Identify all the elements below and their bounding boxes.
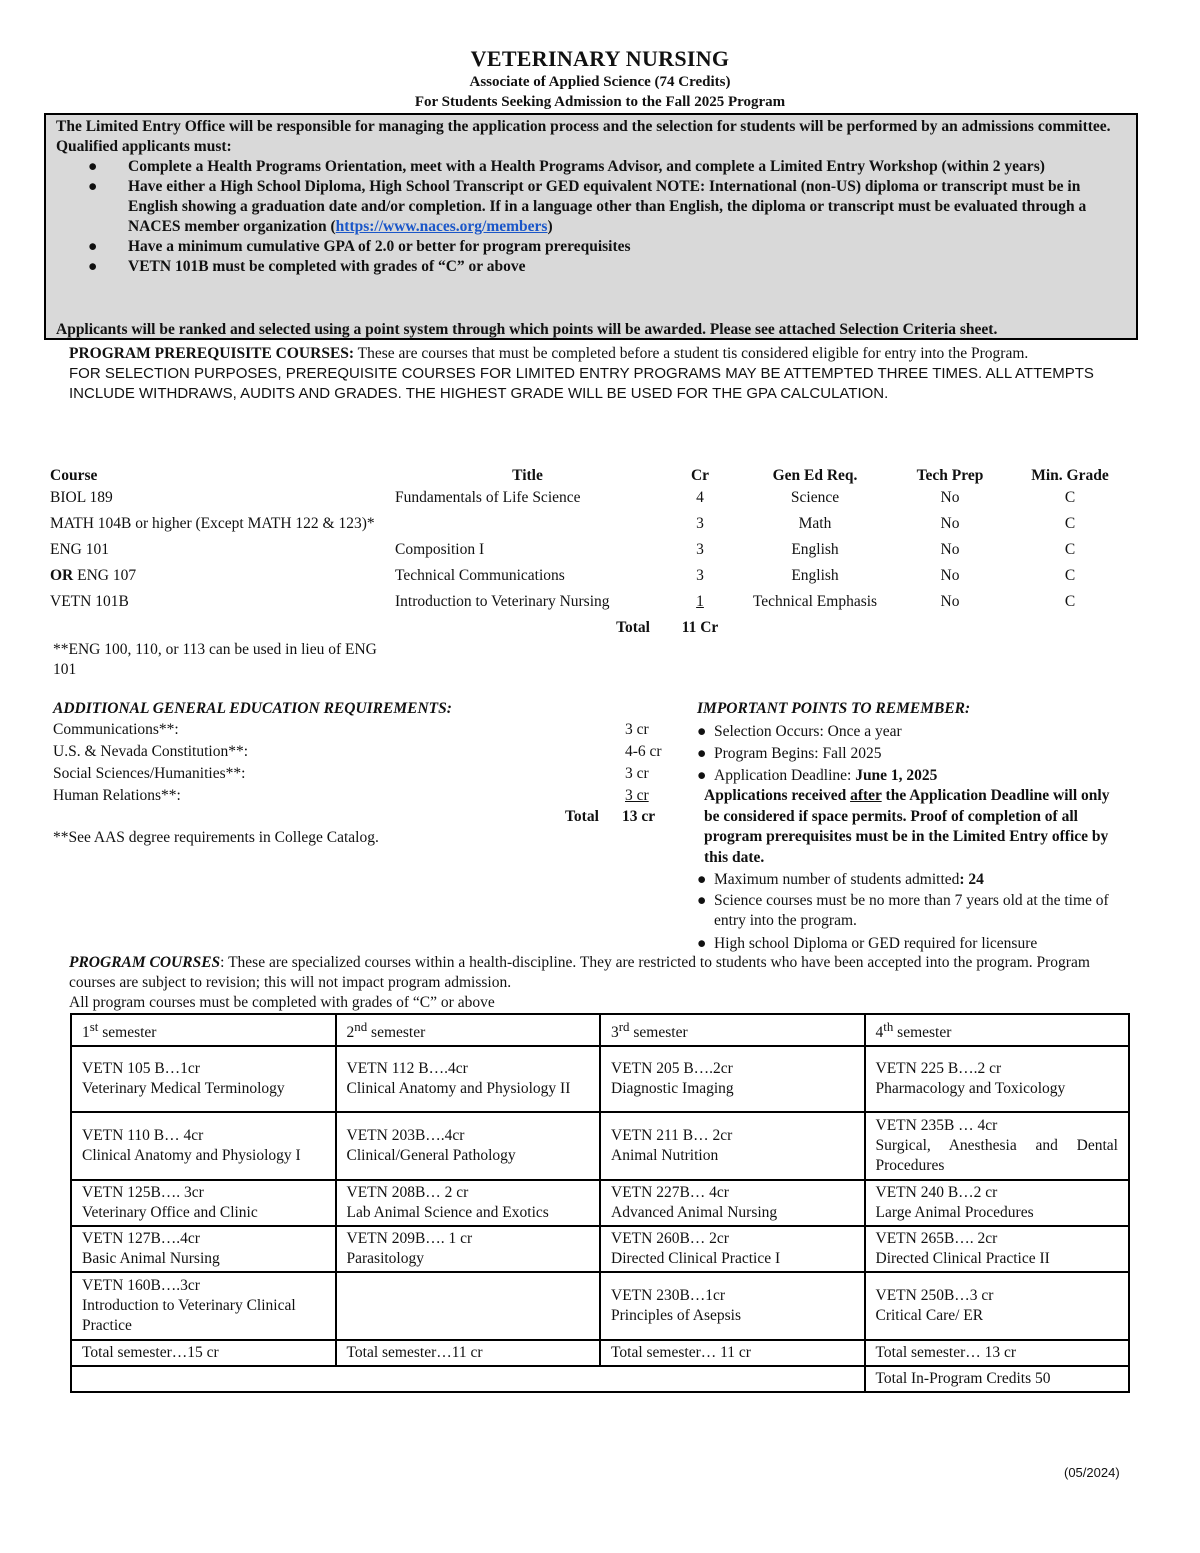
course-cell: VETN 127B….4cr Basic Animal Nursing	[71, 1226, 336, 1272]
prereq-caps-note: FOR SELECTION PURPOSES, PREREQUISITE COURSES FOR LIMITED ENTRY PROGRAMS MAY BE ATTEMPTED THREE TIMES. ALL ATTEMPTS INCLUDE WITHDRAWS, AUDITS AND GRADES. THE HIGHEST GRADE WILL BE USED FOR THE GPA CALCULATION.	[69, 365, 1094, 402]
important-point: ● High school Diploma or GED required for licensure	[697, 935, 1038, 952]
course-cell: VETN 235B … 4cr Surgical, Anesthesia and Dental Procedures	[865, 1112, 1130, 1180]
revision-date: (05/2024)	[1064, 1465, 1120, 1480]
bullet-icon: ●	[697, 723, 707, 740]
course-cell: VETN 208B… 2 cr Lab Animal Science and Exotics	[336, 1180, 601, 1226]
important-point: ● Maximum number of students admitted: 24	[697, 871, 984, 888]
table-row: BIOL 189 Fundamentals of Life Science 4 Science No C	[50, 489, 1076, 506]
admission-subtitle: For Students Seeking Admission to the Fall 2025 Program	[414, 94, 786, 110]
table-row	[71, 1226, 1129, 1272]
important-point: ● Science courses must be no more than 7 years old at the time of entry into the program.	[697, 892, 1109, 929]
table-total-row: Total 11 Cr	[616, 619, 719, 636]
bullet-icon: ●	[697, 745, 707, 762]
program-courses-heading: PROGRAM COURSES	[69, 954, 221, 971]
semester-total-row	[71, 1340, 1129, 1366]
qualification-item: ● Have either a High School Diploma, High School Transcript or GED equivalent NOTE: International (non-US) diploma or transcript must be in English showing a graduation date and/or completion. If in a language other than English, the diploma or transcript must be evaluated through a NACES member organization (https://www.naces.org/members)	[88, 178, 1087, 235]
qualification-item: ● VETN 101B must be completed with grades of “C” or above	[88, 258, 526, 275]
bullet-icon: ●	[697, 935, 707, 952]
table-header-row	[50, 463, 1130, 489]
important-point: ● Application Deadline: June 1, 2025	[697, 767, 938, 784]
table-row: MATH 104B or higher (Except MATH 122 & 123)* 3 Math No C	[50, 515, 1076, 532]
ranking-note: Applicants will be ranked and selected using a point system through which points will be awarded. Please see attached Selection Criteria sheet.	[56, 321, 998, 338]
program-total-row	[71, 1366, 1129, 1392]
program-courses-table	[70, 1013, 1130, 1393]
bullet-icon: ●	[88, 238, 98, 255]
course-cell: VETN 240 B…2 cr Large Animal Procedures	[865, 1180, 1130, 1226]
course-cell: VETN 211 B… 2cr Animal Nutrition	[600, 1112, 865, 1180]
table-row: ENG 101 Composition I 3 English No C	[50, 541, 1076, 558]
col-header-cr: Cr	[690, 467, 710, 484]
col-header-course: Course	[50, 467, 98, 484]
course-cell: VETN 160B….3cr Introduction to Veterinary Clinical Practice	[71, 1272, 336, 1340]
semester-header-row	[71, 1014, 1129, 1046]
course-cell: VETN 112 B….4cr Clinical Anatomy and Physiology II	[336, 1046, 601, 1112]
box-qualified: Qualified applicants must:	[56, 138, 232, 155]
important-points-heading: IMPORTANT POINTS TO REMEMBER:	[697, 700, 971, 717]
semester-total: Total semester… 13 cr	[865, 1340, 1130, 1366]
total-in-program-credits: Total In-Program Credits 50	[865, 1366, 1130, 1392]
aas-note: **See AAS degree requirements in College Catalog.	[53, 829, 379, 846]
qualification-item: ● Have a minimum cumulative GPA of 2.0 or better for program prerequisites	[88, 238, 631, 255]
semester-total: Total semester… 11 cr	[600, 1340, 865, 1366]
bullet-icon: ●	[697, 871, 707, 888]
table-row	[71, 1112, 1129, 1180]
course-cell: VETN 110 B… 4cr Clinical Anatomy and Physiology I	[71, 1112, 336, 1180]
page-title: VETERINARY NURSING	[470, 46, 730, 71]
deadline-note: Applications received after the Application Deadline will only be considered if space permits. Proof of completion of all program prerequisites must be in the Limited Entry office by this date.	[704, 787, 1110, 866]
col-header-tech-prep: Tech Prep	[916, 467, 984, 484]
course-cell: VETN 260B… 2cr Directed Clinical Practice I	[600, 1226, 865, 1272]
prereq-heading: PROGRAM PREREQUISITE COURSES:	[69, 345, 355, 362]
course-cell: VETN 230B…1cr Principles of Asepsis	[600, 1272, 865, 1340]
eng-note: **ENG 100, 110, or 113 can be used in lieu of ENG 101	[53, 641, 377, 678]
gen-ed-row: Human Relations**: 3 cr	[53, 787, 649, 804]
course-cell: VETN 205 B….2cr Diagnostic Imaging	[600, 1046, 865, 1112]
bullet-icon: ●	[88, 158, 98, 175]
semester-header: 4th semester	[865, 1014, 1130, 1046]
bullet-icon: ●	[697, 892, 707, 909]
gen-ed-row: Social Sciences/Humanities**: 3 cr	[53, 765, 649, 782]
grades-note: All program courses must be completed with grades of “C” or above	[69, 994, 495, 1011]
important-point: ● Selection Occurs: Once a year	[697, 723, 902, 740]
bullet-icon: ●	[88, 258, 98, 275]
table-row: VETN 101B Introduction to Veterinary Nursing 1 Technical Emphasis No C	[50, 593, 1076, 610]
course-cell: VETN 250B…3 cr Critical Care/ ER	[865, 1272, 1130, 1340]
gen-ed-total: Total 13 cr	[565, 808, 656, 825]
table-row	[71, 1046, 1129, 1112]
course-cell: VETN 203B….4cr Clinical/General Pathology	[336, 1112, 601, 1180]
semester-header: 1st semester	[71, 1014, 336, 1046]
gen-ed-row: Communications**: 3 cr	[53, 721, 649, 738]
important-point: ● Program Begins: Fall 2025	[697, 745, 882, 762]
admission-info-box	[44, 113, 1138, 340]
course-cell: VETN 225 B….2 cr Pharmacology and Toxicology	[865, 1046, 1130, 1112]
course-cell: VETN 209B…. 1 cr Parasitology	[336, 1226, 601, 1272]
prerequisite-table	[50, 463, 1130, 645]
course-cell	[336, 1272, 601, 1340]
course-cell: VETN 265B…. 2cr Directed Clinical Practice II	[865, 1226, 1130, 1272]
prereq-text: These are courses that must be completed before a student tis considered eligible for entry into the Program.	[354, 345, 1029, 362]
box-intro: The Limited Entry Office will be responsible for managing the application process and the selection for students will be performed by an admissions committee.	[56, 118, 1111, 135]
bullet-icon: ●	[697, 767, 707, 784]
col-header-title: Title	[512, 467, 543, 484]
bullet-icon: ●	[88, 178, 98, 195]
additional-gen-ed-heading: ADDITIONAL GENERAL EDUCATION REQUIREMENTS:	[53, 700, 452, 717]
col-header-min-grade: Min. Grade	[1031, 467, 1109, 484]
table-row	[71, 1272, 1129, 1340]
table-row	[71, 1180, 1129, 1226]
qualification-item: ● Complete a Health Programs Orientation, meet with a Health Programs Advisor, and complete a Limited Entry Workshop (within 2 years)	[88, 158, 1045, 175]
degree-subtitle: Associate of Applied Science (74 Credits)	[469, 74, 731, 90]
gen-ed-row: U.S. & Nevada Constitution**: 4-6 cr	[53, 743, 662, 760]
course-cell: VETN 105 B…1cr Veterinary Medical Terminology	[71, 1046, 336, 1112]
table-row: OR ENG 107 Technical Communications 3 English No C	[50, 567, 1076, 584]
semester-total: Total semester…11 cr	[336, 1340, 601, 1366]
prerequisite-section	[69, 344, 1129, 404]
col-header-gen-ed: Gen Ed Req.	[772, 467, 858, 484]
program-courses-section: PROGRAM COURSES: These are specialized courses within a health-discipline. They are restricted to students who have been accepted into the program. Program courses are subject to revision; this will not impact program admission. All program courses must be completed with grades of “C” or above	[69, 953, 1129, 1013]
course-cell: VETN 125B…. 3cr Veterinary Office and Clinic	[71, 1180, 336, 1226]
qualification-list	[56, 157, 1128, 277]
course-cell: VETN 227B… 4cr Advanced Animal Nursing	[600, 1180, 865, 1226]
semester-header: 3rd semester	[600, 1014, 865, 1046]
semester-header: 2nd semester	[336, 1014, 601, 1046]
naces-link[interactable]: https://www.naces.org/members	[335, 218, 548, 235]
semester-total: Total semester…15 cr	[71, 1340, 336, 1366]
